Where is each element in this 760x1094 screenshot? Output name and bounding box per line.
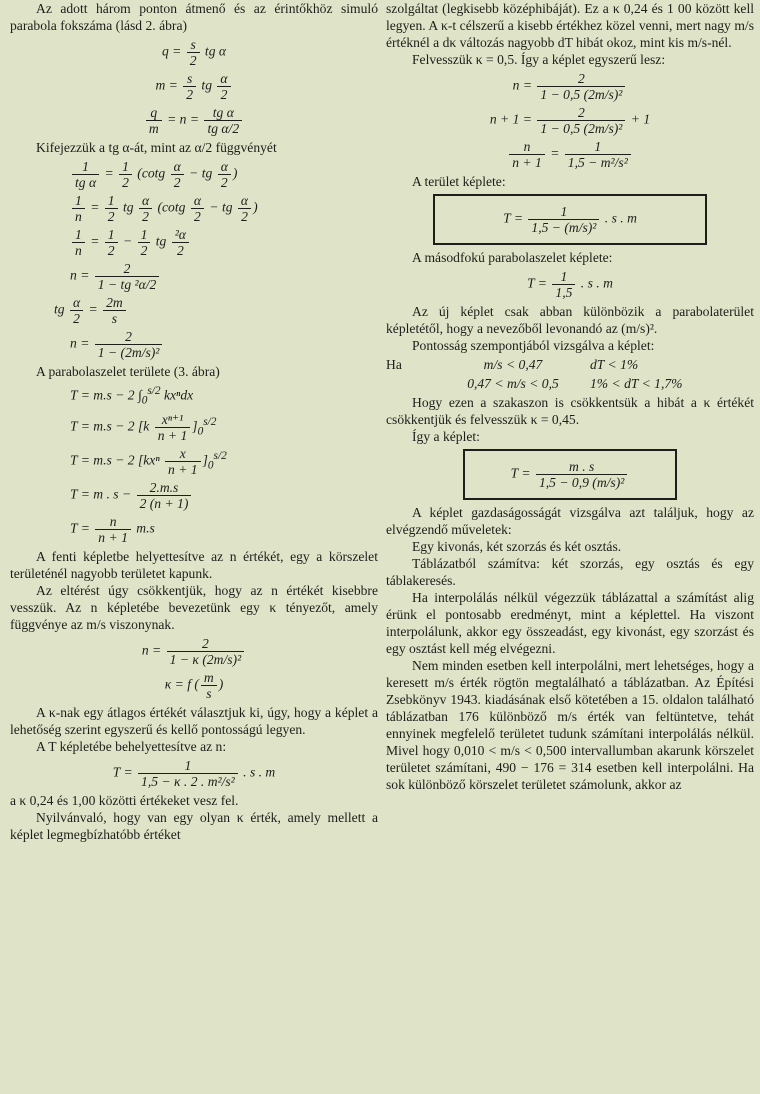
equation-area-4: T = m . s − $\frac{2.m.s}{2 (n + 1)}$ — [10, 480, 378, 511]
equation-quadratic: T = $\frac{1}{1,5}$ . s . m — [527, 269, 613, 300]
equation-area-3: T = m.s − 2 [kxⁿ $\frac{x}{n + 1}$ ]$_0^{s/2}$ — [70, 446, 227, 478]
condition-2-left: 0,47 < m/s < 0,5 — [467, 376, 559, 391]
paragraph-thus-formula: Így a képlet: — [412, 429, 480, 444]
paragraph-difference: Az új képlet csak abban különbözik a parabolaterület képletétől, hogy a nevezőből levonandó az (m/s)². — [386, 304, 754, 336]
condition-1-left: m/s < 0,47 — [483, 357, 543, 372]
equation-kappa-f: κ = f ( $\frac{m}{s}$ ) — [164, 670, 224, 702]
equation-q-over-m: $\frac{q}{m}$ = n = $\frac{\text{tg α}}{\text{tg α/2}}$ — [10, 105, 378, 136]
right-column — [386, 0, 754, 793]
equation-n-ratio: n = $\frac{2}{\text{1 − (2m/s)²}}$ — [10, 329, 378, 360]
equation-recip-3: $\frac{1}{n}$ = $\frac{1}{2}$ − $\frac{1}{2}$ tg $\frac{\text{²α}}{2}$ — [10, 227, 378, 258]
equation-n-plus-one: n + 1 = $\frac{2}{\text{1 − 0,5 (2m/s)²}}$ + 1 — [489, 105, 651, 136]
paragraph-obvious: Nyilvánvaló, hogy van egy olyan κ érték, amely mellett a képlet legmegbízhatóbb értéket — [10, 810, 378, 843]
equation-n-tg: n = $\frac{2}{\text{1 − tg ²α/2}}$ — [10, 261, 378, 292]
paragraph-kappa-range: a κ 0,24 és 1,00 közötti értékeket vesz fel. — [10, 793, 239, 809]
condition-1-right: dT < 1% — [590, 357, 639, 372]
paragraph-handbook: Nem minden esetben kell interpolálni, mert lehetséges, hogy a keresett m/s érték rögtön megtalálható a táblázatban. Az Építési Zsebkönyv 1943. kiadásának első kötetében a 15. oldalon található táblázatban 176 különböző m/s érték van feltüntetve, tehát ennyinek megfelelő területet tudunk számítani interpolálás nélkül. Mivel hogy 0,010 < m/s < 0,500 intervallumban akarunk körszelet területet számítani, 490 − 176 = 314 esetben kell interpolálni. Ha sok különböző körszelet területet számolunk, akkor az — [386, 658, 754, 792]
equation-tg-half: tg $\frac{\alpha}{2}$ = $\frac{2m}{s}$ — [10, 295, 378, 326]
paragraph-operations: Egy kivonás, két szorzás és két osztás. — [412, 539, 622, 554]
equation-recip-2: $\frac{1}{n}$ = $\frac{1}{2}$ tg $\frac{\alpha}{2}$ (cotg $\frac{\alpha}{2}$ − tg $\frac{\alpha}{2}$ ) — [10, 193, 378, 224]
equation-n-kappa: n = $\frac{2}{\text{1 − κ (2m/s)²}}$ — [10, 636, 378, 667]
paragraph-accuracy: Pontosság szempontjából vizsgálva a képlet: — [412, 338, 655, 353]
boxed-final-formula: T = $\frac{m . s}{\text{1,5 − 0,9 (m/s)²}}$ — [463, 449, 677, 500]
paragraph-economy: A képlet gazdaságosságát vizsgálva azt találjuk, hogy az elvégzendő műveletek: — [386, 505, 754, 537]
paragraph-reduce-error: Hogy ezen a szakaszon is csökkentsük a hibát a κ értékét csökkentjük és felvesszük κ = 0,45. — [386, 395, 754, 427]
paragraph-express-tg: Kifejezzük a tg α-át, mint az α/2 függvényét — [36, 140, 277, 155]
paragraph-quadratic: A másodfokú parabolaszelet képlete: — [412, 250, 613, 265]
equation-area-final: T = $\frac{n}{n + 1}$ m.s — [70, 514, 155, 546]
paragraph-kappa-intro: Az eltérést úgy csökkentjük, hogy az n értékét kisebbre vesszük. Az n képletébe bevezetünk egy κ tényezőt, amely függvénye az m/s viszonynak. — [10, 583, 378, 633]
paragraph-substitution: A fenti képletbe helyettesítve az n értékét, egy a körszelet területénél nagyobb területet kapunk. — [10, 549, 378, 582]
left-column — [10, 0, 378, 843]
paragraph-kappa-average: A κ-nak egy átlagos értékét választjuk ki, úgy, hogy a képlet a lehetőség szerint egyszerű és kellő pontosságú legyen. — [10, 705, 378, 738]
paragraph-intro: Az adott három ponton átmenő és az érintőkhöz simuló parabola fokszáma (lásd 2. ábra) — [10, 1, 378, 33]
boxed-area-formula: T = $\frac{1}{\text{1,5 − (m/s)²}}$ . s . m — [433, 194, 707, 245]
condition-if: Ha — [386, 357, 402, 372]
equation-area-integral: T = m.s − 2 $\int_0^{s/2}$ kxⁿdx — [70, 385, 194, 407]
paragraph-substitute-T: A T képletébe behelyettesítve az n: — [36, 739, 227, 755]
condition-row-1 — [386, 356, 754, 373]
condition-row-2 — [386, 375, 754, 392]
equation-recip-1: $\frac{1}{\text{tg α}}$ = $\frac{1}{2}$ (cotg $\frac{\alpha}{2}$ − tg $\frac{\alpha}{2}$ ) — [10, 159, 378, 190]
condition-2-right: 1% < dT < 1,7% — [590, 376, 683, 391]
paragraph-kappa-half: Felvesszük κ = 0,5. Így a képlet egyszerű lesz: — [412, 52, 666, 67]
equation-n-half: n = $\frac{2}{\text{1 − 0,5 (2m/s)²}}$ — [386, 71, 754, 102]
paragraph-interpolation: Ha interpolálás nélkül végezzük táblázattal a számítást alig érünk el pontosabb eredményt, mint a képlettel. Ha viszont interpolálunk, akkor egy összeadást, egy kivonást, egy szorzást és egy osztást kell még elvégezni. — [386, 590, 754, 656]
equation-m: m = $\frac{s}{2}$ tg $\frac{\alpha}{2}$ — [10, 71, 378, 102]
paragraph-table-calc: Táblázatból számítva: két szorzás, egy osztás és egy táblakeresés. — [386, 556, 754, 588]
paragraph-continuation: szolgáltat (legkisebb középhibáját). Ez a κ 0,24 és 1 00 között kell legyen. A κ-t célszerű a kisebb értékhez közel venni, mert nagy m/s értéknél a dκ változás nagyobb dT hibát okoz, mint kis m/s-nél. — [386, 1, 754, 50]
paragraph-parabola-area: A parabolaszelet területe (3. ábra) — [36, 364, 220, 379]
equation-ratio: $\frac{n}{n + 1}$ = $\frac{1}{\text{1,5 − m²/s²}}$ — [386, 139, 754, 170]
equation-T-kappa: T = $\frac{1}{\text{1,5 − κ . 2 . m²/s²}}$ . s . m — [112, 758, 276, 790]
equation-area-2: T = m.s − 2 [k $\frac{\text{xⁿ⁺¹}}{n + 1}$ ]$_0^{s/2}$ — [70, 412, 217, 444]
equation-q: q = $\frac{s}{2}$ tg α — [161, 37, 227, 68]
paragraph-area-formula: A terület képlete: — [412, 174, 506, 189]
